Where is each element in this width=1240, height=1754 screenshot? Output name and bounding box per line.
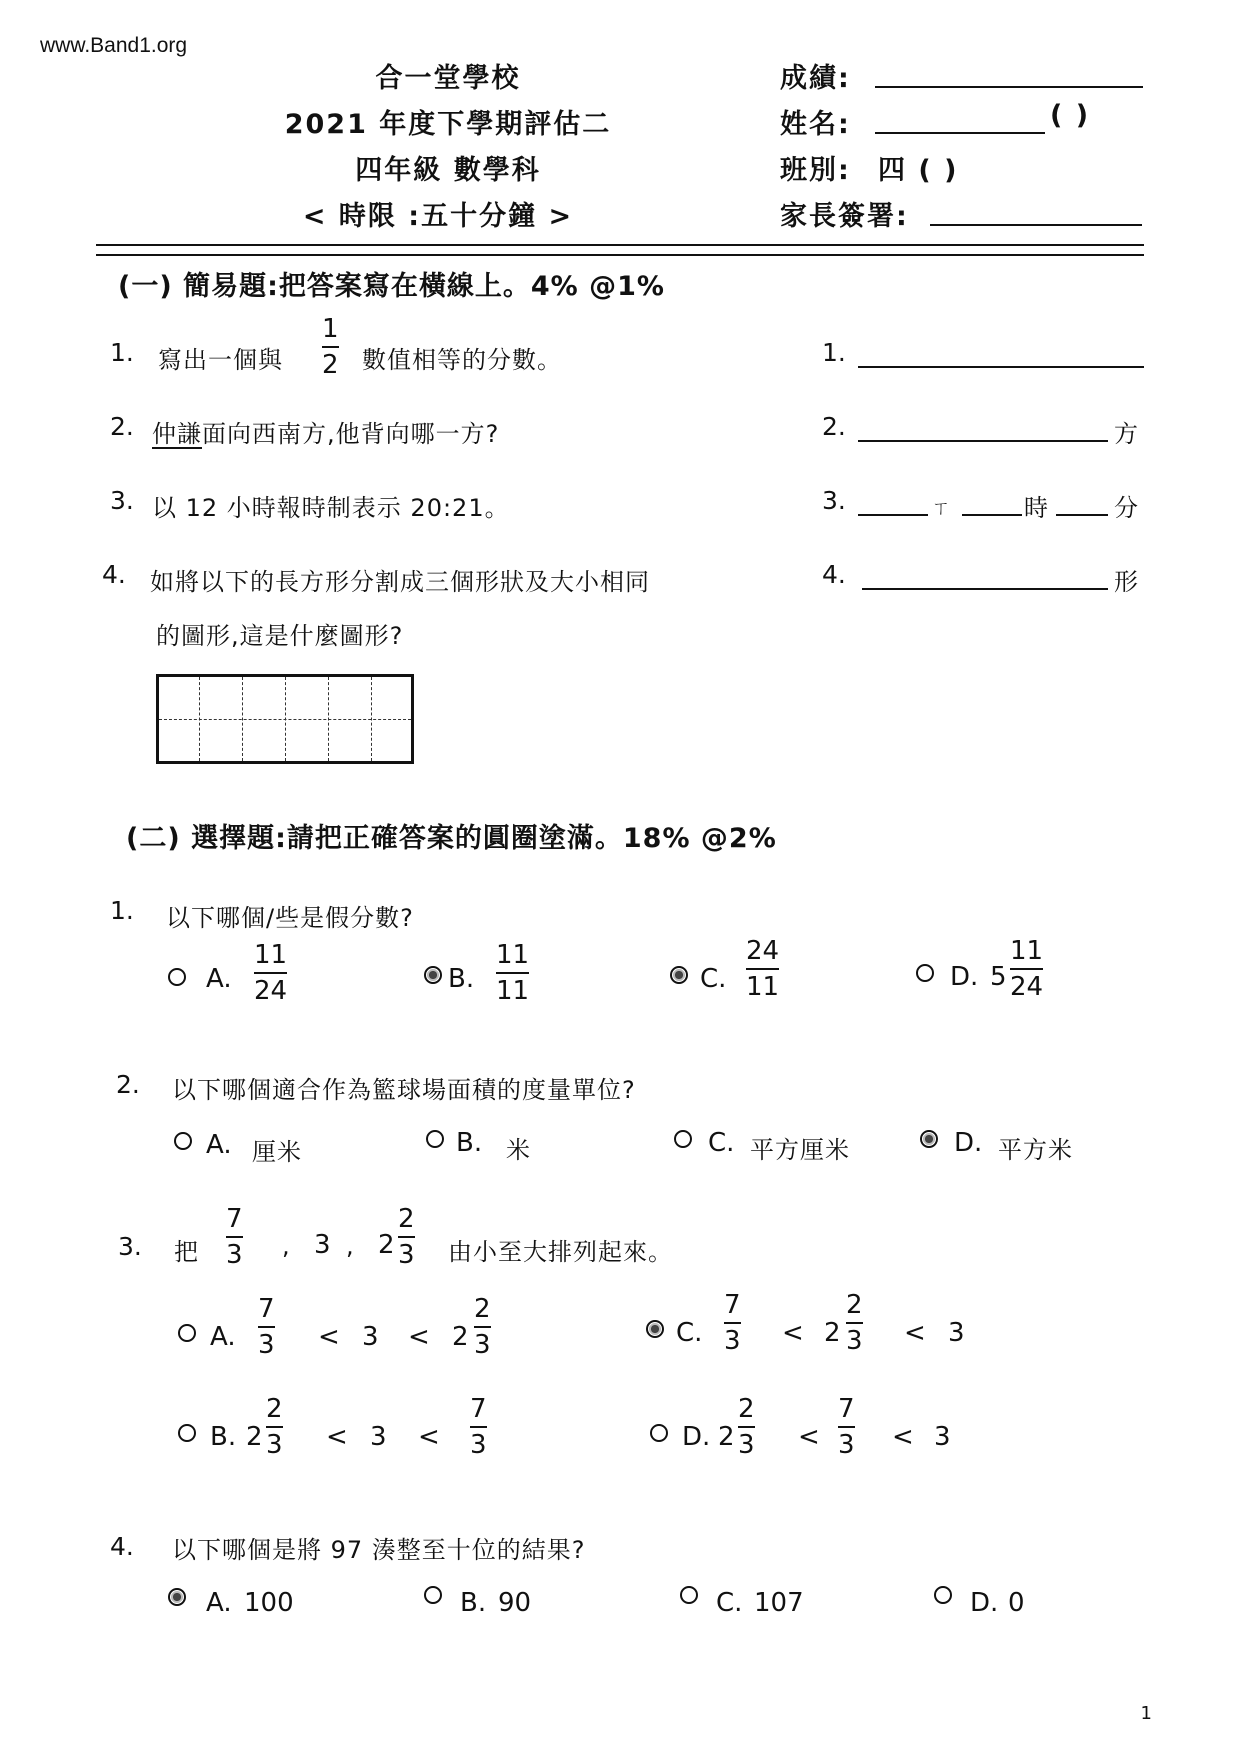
s2-q3-a-lt1: < bbox=[318, 1322, 340, 1352]
s2-q2-option-b-text: 米 bbox=[506, 1136, 531, 1164]
name-class-number: ( ) bbox=[1050, 100, 1091, 131]
s2-q3-option-b-label: B. bbox=[210, 1422, 237, 1452]
s1-q3-number: 3. bbox=[110, 486, 134, 515]
s2-q1-option-d-circle[interactable] bbox=[916, 964, 934, 982]
s2-q2-text: 以下哪個適合作為籃球場面積的度量單位? bbox=[172, 1076, 636, 1104]
s2-q4-text: 以下哪個是將 97 湊整至十位的結果? bbox=[172, 1536, 586, 1564]
s1-a3-blank-hour[interactable] bbox=[962, 514, 1022, 516]
s2-q1-b-num: 11 bbox=[496, 940, 530, 970]
s2-q3-b-mixed-whole: 2 bbox=[246, 1422, 263, 1452]
s2-q1-d-num: 11 bbox=[1010, 936, 1044, 966]
s2-q3-c-lt1: < bbox=[782, 1318, 804, 1348]
s2-q1-option-c-fraction bbox=[746, 936, 779, 1002]
s2-q1-option-d-label: D. bbox=[950, 962, 979, 992]
s2-q4-option-c-circle[interactable] bbox=[680, 1586, 698, 1604]
s1-q4-text-line2: 的圖形,這是什麼圖形? bbox=[156, 622, 404, 650]
s2-q3-f-den: 3 bbox=[226, 1240, 243, 1270]
header-divider bbox=[96, 244, 1144, 246]
s1-a4-number: 4. bbox=[822, 560, 846, 589]
s2-q3-option-c-label: C. bbox=[676, 1318, 703, 1348]
s2-q1-number: 1. bbox=[110, 896, 134, 925]
s2-q3-b-frac bbox=[470, 1394, 487, 1460]
s2-q3-b-lt1: < bbox=[326, 1422, 348, 1452]
s1-q4-text-line1: 如將以下的長方形分割成三個形狀及大小相同 bbox=[150, 568, 650, 596]
s2-q3-d-frac-den: 3 bbox=[838, 1430, 855, 1460]
s2-q3-separator-1: , bbox=[282, 1232, 291, 1260]
s2-q3-b-frac-den: 3 bbox=[470, 1430, 487, 1460]
s2-q3-c-mixed-num: 2 bbox=[846, 1290, 863, 1320]
s2-q3-a-mixed-num: 2 bbox=[474, 1294, 491, 1324]
s2-q3-d-lt1: < bbox=[798, 1422, 820, 1452]
exam-title: 2021 年度下學期評估二 bbox=[284, 109, 612, 140]
s2-q4-option-a-circle[interactable] bbox=[168, 1588, 186, 1606]
s2-q4-option-b-label: B. bbox=[460, 1588, 487, 1618]
class-label: 班別: bbox=[780, 155, 851, 186]
s1-a4-suffix: 形 bbox=[1114, 568, 1139, 596]
s2-q3-text-after: 由小至大排列起來。 bbox=[448, 1238, 673, 1266]
s2-q3-a-frac-num: 7 bbox=[258, 1294, 275, 1324]
parent-signature-blank[interactable] bbox=[930, 224, 1142, 226]
s2-q2-option-a-circle[interactable] bbox=[174, 1132, 192, 1150]
s1-a3-blank-minute[interactable] bbox=[1056, 514, 1108, 516]
s2-q2-option-d-text: 平方米 bbox=[998, 1136, 1073, 1164]
s2-q4-number: 4. bbox=[110, 1532, 134, 1561]
s1-q1-frac-den: 2 bbox=[322, 350, 339, 380]
s2-q1-option-b-fraction bbox=[496, 940, 529, 1006]
s2-q3-a-mixed-den: 3 bbox=[474, 1330, 491, 1360]
s2-q3-c-frac-num: 7 bbox=[724, 1290, 741, 1320]
school-name: 合一堂學校 bbox=[375, 63, 521, 94]
s2-q1-option-b-label: B. bbox=[448, 964, 475, 994]
score-blank[interactable] bbox=[875, 86, 1143, 88]
s2-q4-option-d-text: 0 bbox=[1008, 1588, 1025, 1618]
s2-q4-option-a-label: A. bbox=[206, 1588, 232, 1618]
s1-a3-blank-period[interactable] bbox=[858, 514, 928, 516]
time-limit: < 時限 :五十分鐘 > bbox=[302, 201, 574, 232]
s2-q3-c-mixed bbox=[846, 1290, 863, 1356]
s2-q1-option-b-circle[interactable] bbox=[424, 966, 442, 984]
s2-q1-c-num: 24 bbox=[746, 936, 780, 966]
s2-q2-option-d-circle[interactable] bbox=[920, 1130, 938, 1148]
s2-q4-option-b-circle[interactable] bbox=[424, 1586, 442, 1604]
s2-q2-option-a-label: A. bbox=[206, 1130, 232, 1160]
s1-q1-text-before: 寫出一個與 bbox=[158, 346, 283, 374]
s2-q3-c-three: 3 bbox=[948, 1318, 965, 1348]
s2-q2-option-a-text: 厘米 bbox=[252, 1138, 302, 1166]
s2-q1-option-c-label: C. bbox=[700, 964, 727, 994]
s2-q1-option-d-whole: 5 bbox=[990, 962, 1007, 992]
s1-a2-number: 2. bbox=[822, 412, 846, 441]
s2-q1-b-den: 11 bbox=[496, 976, 530, 1006]
s2-q3-fraction bbox=[226, 1204, 243, 1270]
s1-q2-text-rest: 面向西南方,他背向哪一方? bbox=[202, 420, 500, 448]
s1-q1-text-after: 數值相等的分數。 bbox=[362, 346, 562, 374]
s1-q1-fraction bbox=[322, 314, 339, 380]
s2-q3-d-three: 3 bbox=[934, 1422, 951, 1452]
s2-q3-b-frac-num: 7 bbox=[470, 1394, 487, 1424]
s2-q3-m-den: 3 bbox=[398, 1240, 415, 1270]
s2-q1-option-a-circle[interactable] bbox=[168, 968, 186, 986]
section2-title: (二) 選擇題:請把正確答案的圓圈塗滿。18% @2% bbox=[126, 823, 777, 854]
s2-q2-option-b-label: B. bbox=[456, 1128, 483, 1158]
s2-q3-d-frac bbox=[838, 1394, 855, 1460]
s2-q3-c-mixed-whole: 2 bbox=[824, 1318, 841, 1348]
s2-q1-a-den: 24 bbox=[254, 976, 288, 1006]
s2-q1-d-den: 24 bbox=[1010, 972, 1044, 1002]
s2-q4-option-c-text: 107 bbox=[754, 1588, 804, 1618]
parent-signature-label: 家長簽署: bbox=[780, 201, 909, 232]
s1-a1-number: 1. bbox=[822, 338, 846, 367]
s2-q3-d-lt2: < bbox=[892, 1422, 914, 1452]
dashed-rectangle-grid bbox=[156, 674, 414, 764]
s2-q3-d-mixed-num: 2 bbox=[738, 1394, 755, 1424]
s2-q3-option-a-label: A. bbox=[210, 1322, 236, 1352]
s2-q3-a-frac bbox=[258, 1294, 275, 1360]
s2-q3-b-mixed-den: 3 bbox=[266, 1430, 283, 1460]
s2-q1-option-d-fraction bbox=[1010, 936, 1043, 1002]
header-divider-second bbox=[96, 254, 1144, 256]
grade-subject: 四年級 數學科 bbox=[355, 155, 541, 186]
s1-a3-hour-label: 時 bbox=[1024, 494, 1049, 522]
s2-q3-c-mixed-den: 3 bbox=[846, 1326, 863, 1356]
s2-q3-number: 3. bbox=[118, 1232, 142, 1261]
s2-q4-option-d-circle[interactable] bbox=[934, 1586, 952, 1604]
s2-q2-option-c-circle[interactable] bbox=[674, 1130, 692, 1148]
s1-q4-number: 4. bbox=[102, 560, 126, 589]
s1-q1-number: 1. bbox=[110, 338, 134, 367]
s2-q3-option-b-circle[interactable] bbox=[178, 1424, 196, 1442]
s2-q3-b-three: 3 bbox=[370, 1422, 387, 1452]
name-blank[interactable] bbox=[875, 132, 1045, 134]
s1-q2-person-name: 仲謙 bbox=[152, 420, 202, 448]
s2-q3-c-frac bbox=[724, 1290, 741, 1356]
s2-q1-option-a-label: A. bbox=[206, 964, 232, 994]
s2-q3-text-before: 把 bbox=[174, 1238, 199, 1266]
name-label: 姓名: bbox=[780, 109, 851, 140]
s2-q3-m-num: 2 bbox=[398, 1204, 415, 1234]
s2-q3-a-mixed-whole: 2 bbox=[452, 1322, 469, 1352]
s2-q1-c-den: 11 bbox=[746, 972, 780, 1002]
s2-q2-option-b-circle[interactable] bbox=[426, 1130, 444, 1148]
s2-q3-option-d-label: D. bbox=[682, 1422, 711, 1452]
s2-q4-option-c-label: C. bbox=[716, 1588, 743, 1618]
page-number: 1 bbox=[1140, 1703, 1152, 1724]
s2-q3-b-lt2: < bbox=[418, 1422, 440, 1452]
s2-q3-d-mixed bbox=[738, 1394, 755, 1460]
s2-q3-b-mixed-num: 2 bbox=[266, 1394, 283, 1424]
s2-q4-option-a-text: 100 bbox=[244, 1588, 294, 1618]
s1-q2-number: 2. bbox=[110, 412, 134, 441]
s2-q3-a-three: 3 bbox=[362, 1322, 379, 1352]
s2-q2-number: 2. bbox=[116, 1070, 140, 1099]
s2-q3-option-d-circle[interactable] bbox=[650, 1424, 668, 1442]
s2-q1-option-a-fraction bbox=[254, 940, 287, 1006]
s1-a2-blank[interactable] bbox=[858, 440, 1108, 442]
s1-a3-period-mark: ㄒ bbox=[932, 498, 951, 519]
score-label: 成績: bbox=[780, 63, 851, 94]
s1-a4-blank[interactable] bbox=[862, 588, 1108, 590]
s2-q4-option-d-label: D. bbox=[970, 1588, 999, 1618]
s2-q3-mixed-fraction bbox=[398, 1204, 415, 1270]
s1-q3-text: 以 12 小時報時制表示 20:21。 bbox=[152, 494, 510, 522]
s2-q3-c-lt2: < bbox=[904, 1318, 926, 1348]
s2-q1-a-num: 11 bbox=[254, 940, 288, 970]
s2-q3-option-a-circle[interactable] bbox=[178, 1324, 196, 1342]
s2-q3-a-lt2: < bbox=[408, 1322, 430, 1352]
s2-q3-option-c-circle[interactable] bbox=[646, 1320, 664, 1338]
s2-q3-c-frac-den: 3 bbox=[724, 1326, 741, 1356]
s2-q2-option-c-text: 平方厘米 bbox=[750, 1136, 850, 1164]
class-value: 四 ( ) bbox=[878, 155, 959, 186]
s2-q3-a-frac-den: 3 bbox=[258, 1330, 275, 1360]
s2-q3-d-mixed-whole: 2 bbox=[718, 1422, 735, 1452]
s1-a1-blank[interactable] bbox=[858, 366, 1144, 368]
s1-a3-minute-label: 分 bbox=[1114, 494, 1139, 522]
s2-q3-f-num: 7 bbox=[226, 1204, 243, 1234]
section1-title: (一) 簡易題:把答案寫在橫線上。4% @1% bbox=[118, 271, 665, 302]
s2-q4-option-b-text: 90 bbox=[498, 1588, 532, 1618]
s2-q3-separator-2: , bbox=[346, 1232, 355, 1260]
s2-q3-mixed-whole: 2 bbox=[378, 1230, 395, 1260]
s2-q1-text: 以下哪個/些是假分數? bbox=[166, 904, 414, 932]
s2-q2-option-c-label: C. bbox=[708, 1128, 735, 1158]
s2-q3-d-frac-num: 7 bbox=[838, 1394, 855, 1424]
website-label: www.Band1.org bbox=[40, 34, 188, 57]
s2-q3-b-mixed bbox=[266, 1394, 283, 1460]
s1-a2-suffix: 方 bbox=[1114, 420, 1139, 448]
s2-q3-a-mixed bbox=[474, 1294, 491, 1360]
s2-q3-three: 3 bbox=[314, 1230, 331, 1260]
s1-a3-number: 3. bbox=[822, 486, 846, 515]
s2-q2-option-d-label: D. bbox=[954, 1128, 983, 1158]
s2-q1-option-c-circle[interactable] bbox=[670, 966, 688, 984]
s2-q3-d-mixed-den: 3 bbox=[738, 1430, 755, 1460]
s1-q2-text bbox=[152, 414, 499, 449]
s1-q1-frac-num: 1 bbox=[322, 314, 339, 344]
